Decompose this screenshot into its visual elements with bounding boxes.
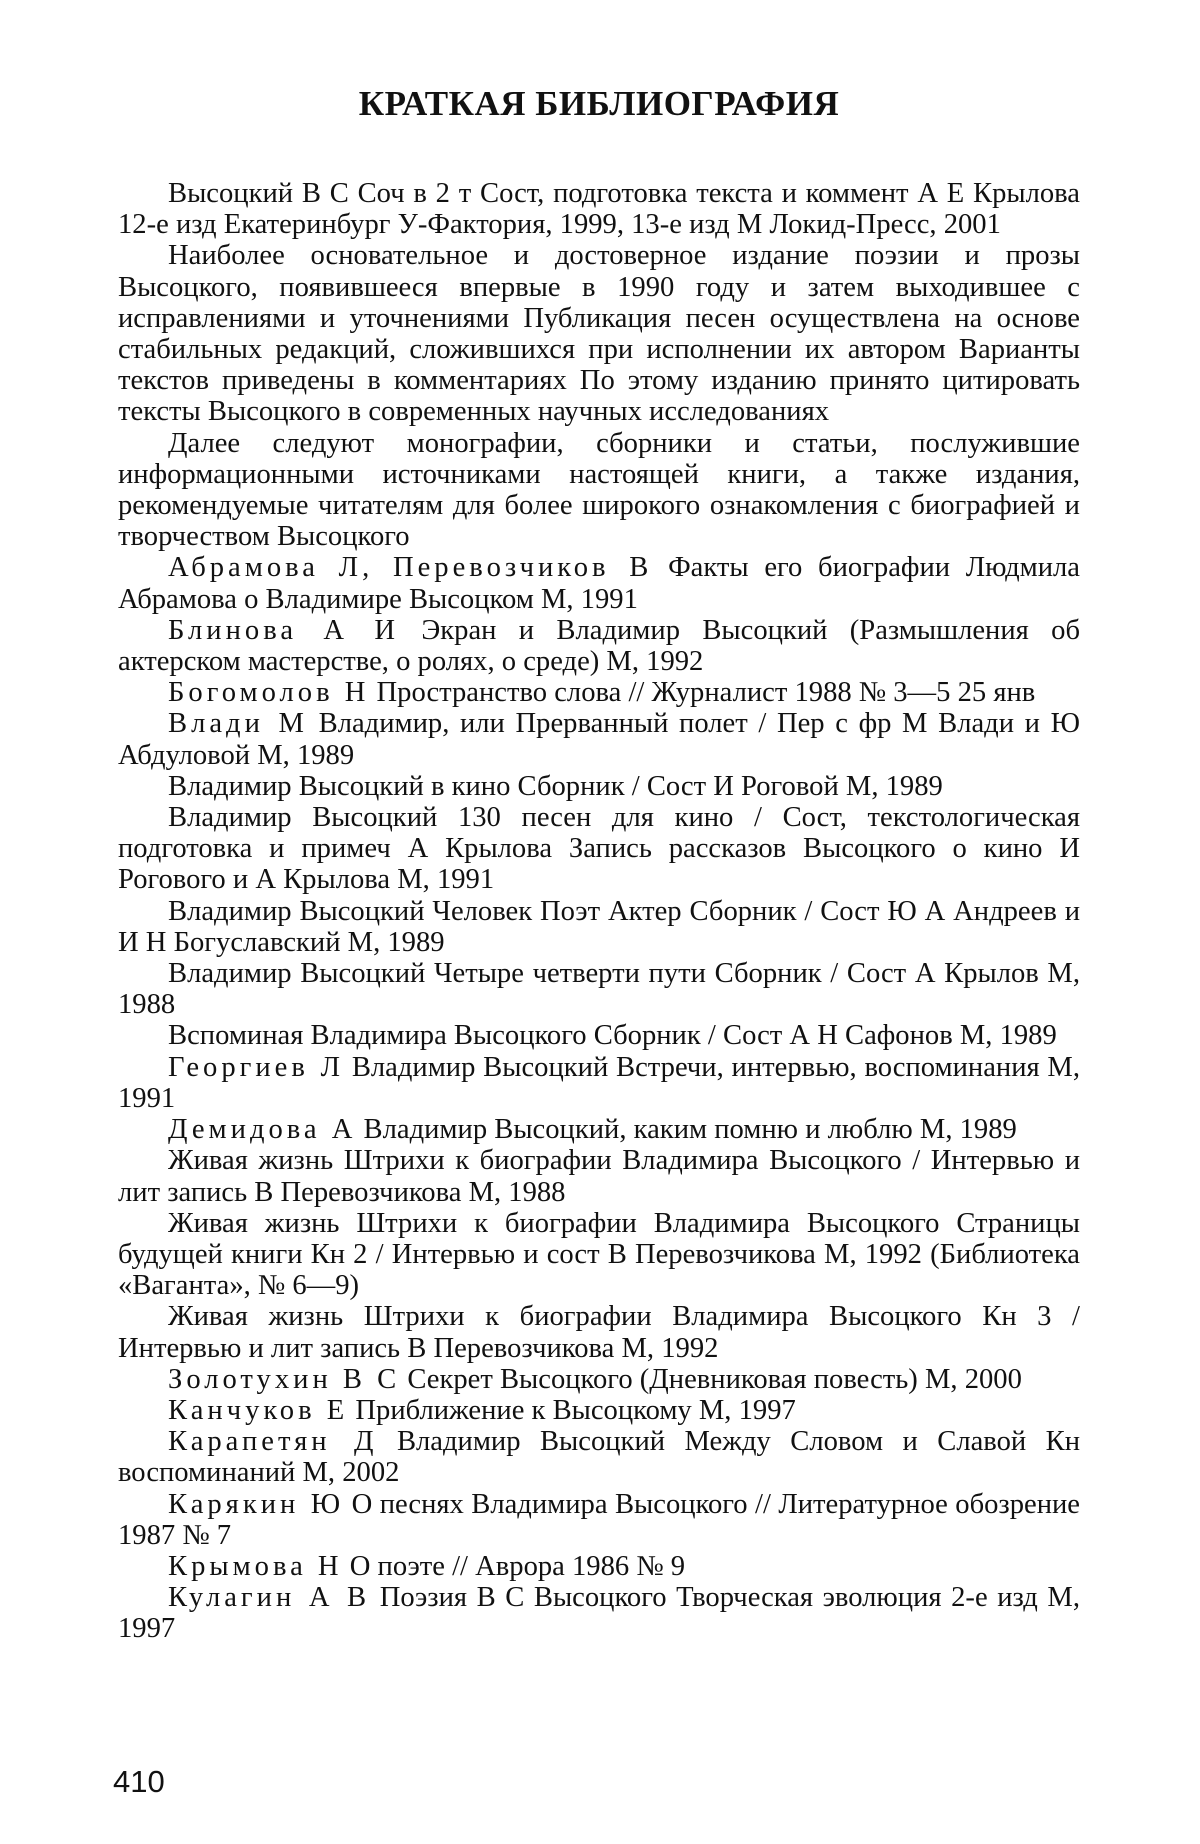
bibliography-entry xyxy=(118,677,1080,708)
bibliography-entry xyxy=(118,771,1080,802)
entry-author: Золотухин В С xyxy=(168,1363,401,1395)
entry-text: Живая жизнь Штрихи к биографии Владимира Высоцкого Кн 3 / Интервью и лит запись В Перевозчикова М, 1992 xyxy=(118,1301,1080,1364)
entry-text: Экран и Владимир Высоцкий (Размышления об актерском мастерстве, о ролях, о среде) М, 1992 xyxy=(118,614,1081,678)
bibliography-entry xyxy=(118,1489,1080,1551)
entry-text: Владимир Высоцкий, каким помню и люблю М, 1989 xyxy=(356,1114,1017,1146)
entry-text: Приближение к Высоцкому М, 1997 xyxy=(348,1394,796,1426)
entry-author: Кулагин А В xyxy=(168,1582,371,1614)
entry-author: Карапетян Д xyxy=(168,1426,378,1458)
bibliography-entry xyxy=(118,1301,1080,1363)
bibliography-entry xyxy=(118,1020,1080,1051)
entry-text: О песнях Владимира Высоцкого // Литературное обозрение 1987 № 7 xyxy=(118,1488,1080,1551)
entry-author: Богомолов Н xyxy=(168,677,370,709)
entry-author: Георгиев Л xyxy=(168,1051,345,1083)
entry-author: Блинова А И xyxy=(168,614,400,646)
bibliography-entry xyxy=(118,615,1080,677)
entry-author: Демидова А xyxy=(168,1114,357,1146)
entry-text: Владимир Высоцкий Человек Поэт Актер Сборник / Сост Ю А Андреев и И Н Богуславский М, 1989 xyxy=(118,895,1080,958)
page-title: КРАТКАЯ БИБЛИОГРАФИЯ xyxy=(358,84,840,123)
bibliography-entry xyxy=(118,1145,1080,1207)
entry-text: Живая жизнь Штрихи к биографии Владимира Высоцкого Страницы будущей книги Кн 2 / Интервью и сост В Перевозчикова М, 1992 (Библиотека «Ваганта», № 6—9) xyxy=(118,1207,1080,1302)
bibliography-entry xyxy=(118,1426,1080,1488)
bibliography-entry xyxy=(118,708,1080,770)
page xyxy=(118,84,1080,1645)
entry-text: Поэзия В С Высоцкого Творческая эволюция 2-е изд М, 1997 xyxy=(118,1582,1080,1645)
entry-text: Факты его биографии Людмила Абрамова о Владимире Высоцком М, 1991 xyxy=(118,552,1080,615)
page-number: 410 xyxy=(113,1764,165,1799)
entry-text: Вспоминая Владимира Высоцкого Сборник / Сост А Н Сафонов М, 1989 xyxy=(168,1020,1057,1052)
entry-text: Владимир Высоцкий Между Словом и Славой Кн воспоминаний М, 2002 xyxy=(118,1426,1080,1489)
bibliography-entry xyxy=(118,1208,1080,1302)
entry-author: Карякин Ю xyxy=(168,1488,345,1520)
entry-author: Крымова Н xyxy=(168,1550,343,1582)
intro-paragraph: Наиболее основательное и достоверное издание поэзии и прозы Высоцкого, появившееся впервые в 1990 году и затем выходившее с исправлениями и уточнениями Публикация песен осуществлена на основе стабильных редакций, сложившихся при исполнении их автором Варианты текстов приведены в комментариях По этому изданию принято цитировать тексты Высоцкого в современных научных исследованиях xyxy=(118,240,1080,428)
entry-text: Секрет Высоцкого (Дневниковая повесть) М, 2000 xyxy=(400,1363,1022,1395)
entry-text: О поэте // Аврора 1986 № 9 xyxy=(342,1550,686,1582)
entry-author: Абрамова Л, Перевозчиков В xyxy=(168,552,653,584)
entry-text: Пространство слова // Журналист 1988 № 3—5 25 янв xyxy=(369,677,1036,709)
entry-text: Живая жизнь Штрихи к биографии Владимира Высоцкого / Интервью и лит запись В Перевозчикова М, 1988 xyxy=(118,1145,1080,1208)
entry-text: Владимир Высоцкий Встречи, интервью, воспоминания М, 1991 xyxy=(118,1051,1081,1114)
bibliography-entry xyxy=(118,958,1080,1020)
intro-paragraph: Далее следуют монографии, сборники и статьи, послужившие информационными источниками настоящей книги, а также издания, рекомендуемые читателям для более широкого ознакомления с биографией и творчеством Высоцкого xyxy=(118,427,1080,553)
bibliography-list xyxy=(118,178,1080,1645)
entry-text: Владимир Высоцкий в кино Сборник / Сост И Роговой М, 1989 xyxy=(168,770,943,802)
entry-text: Владимир, или Прерванный полет / Пер с фр М Влади и Ю Абдуловой М, 1989 xyxy=(118,708,1080,771)
entry-text: Владимир Высоцкий Четыре четверти пути Сборник / Сост А Крылов М, 1988 xyxy=(118,958,1080,1021)
bibliography-entry xyxy=(118,1582,1080,1644)
bibliography-entry xyxy=(118,1114,1080,1145)
bibliography-entry xyxy=(118,1364,1080,1395)
bibliography-entry xyxy=(118,1052,1080,1114)
entry-text: Владимир Высоцкий 130 песен для кино / Сост, текстологическая подготовка и примеч А Крылова Запись рассказов Высоцкого о кино И Рогового и А Крылова М, 1991 xyxy=(118,802,1080,896)
bibliography-entry xyxy=(118,1395,1080,1426)
bibliography-entry xyxy=(118,896,1080,958)
bibliography-entry xyxy=(118,552,1080,614)
intro-paragraph: Высоцкий В С Соч в 2 т Сост, подготовка текста и коммент А Е Крылова 12-е изд Екатеринбург У-Фактория, 1999, 13-е изд М Локид-Пресс, 2001 xyxy=(118,178,1080,241)
bibliography-entry xyxy=(118,802,1080,896)
entry-author: Канчуков Е xyxy=(168,1394,349,1426)
bibliography-entry xyxy=(118,1551,1080,1582)
entry-author: Влади М xyxy=(168,708,308,740)
